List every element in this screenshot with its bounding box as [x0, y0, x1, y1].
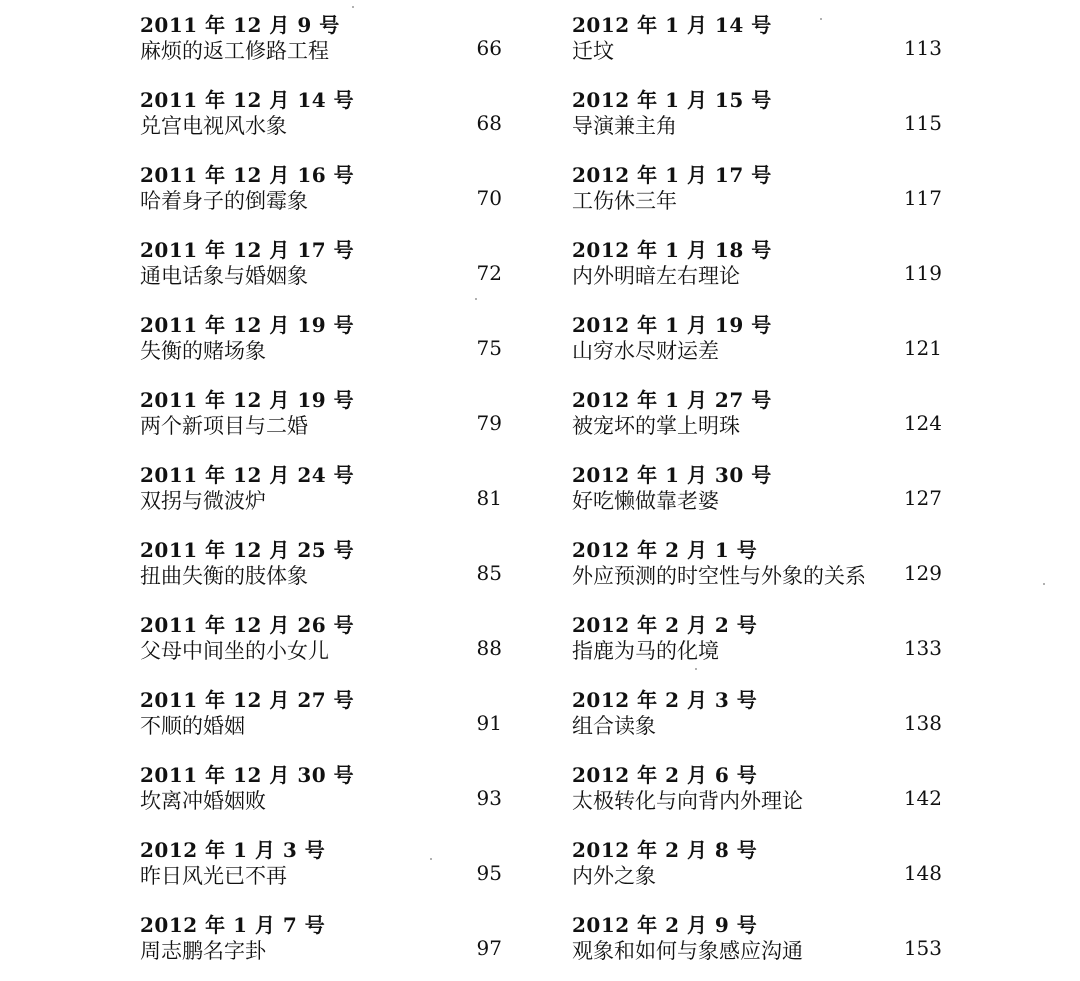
entry-date: 2012 年 1 月 3 号 — [140, 838, 326, 862]
scan-speck — [695, 668, 697, 670]
entry-date: 2011 年 12 月 19 号 — [140, 313, 355, 337]
entry-page-number: 117 — [903, 186, 942, 210]
entry-title: 指鹿为马的化境 — [572, 639, 719, 663]
entry-title: 坎离冲婚姻败 — [140, 789, 266, 813]
entry-date: 2011 年 12 月 9 号 — [140, 13, 340, 37]
entry-date: 2011 年 12 月 14 号 — [140, 88, 355, 112]
entry-page-number: 138 — [903, 711, 942, 735]
entry-date: 2012 年 1 月 7 号 — [140, 913, 326, 937]
toc-entry[interactable] — [572, 459, 952, 529]
entry-title: 迁坟 — [572, 39, 614, 63]
toc-entry[interactable] — [572, 684, 952, 754]
toc-entry[interactable] — [140, 759, 510, 829]
toc-entry[interactable] — [140, 84, 510, 154]
toc-entry[interactable] — [572, 84, 952, 154]
entry-title: 好吃懒做靠老婆 — [572, 489, 719, 513]
entry-page-number: 79 — [476, 411, 502, 435]
scan-speck — [352, 6, 354, 8]
entry-title: 内外之象 — [572, 864, 656, 888]
scan-speck — [475, 298, 477, 300]
toc-entry[interactable] — [572, 534, 952, 604]
entry-page-number: 121 — [903, 336, 942, 360]
entry-date: 2011 年 12 月 24 号 — [140, 463, 355, 487]
entry-date: 2011 年 12 月 17 号 — [140, 238, 355, 262]
entry-title: 工伤休三年 — [572, 189, 677, 213]
scan-speck — [1043, 583, 1045, 585]
entry-title: 扭曲失衡的肢体象 — [140, 564, 308, 588]
entry-title: 昨日风光已不再 — [140, 864, 287, 888]
toc-entry[interactable] — [140, 684, 510, 754]
entry-title: 外应预测的时空性与外象的关系 — [572, 564, 866, 588]
toc-entry[interactable] — [140, 909, 510, 979]
entry-page-number: 133 — [903, 636, 942, 660]
entry-date: 2012 年 1 月 14 号 — [572, 13, 772, 37]
entry-date: 2012 年 1 月 30 号 — [572, 463, 772, 487]
entry-date: 2012 年 1 月 19 号 — [572, 313, 772, 337]
entry-page-number: 97 — [476, 936, 502, 960]
entry-date: 2012 年 2 月 8 号 — [572, 838, 758, 862]
entry-date: 2011 年 12 月 30 号 — [140, 763, 355, 787]
toc-entry[interactable] — [140, 534, 510, 604]
entry-date: 2011 年 12 月 16 号 — [140, 163, 355, 187]
entry-page-number: 124 — [903, 411, 942, 435]
toc-entry[interactable] — [572, 609, 952, 679]
entry-title: 麻烦的返工修路工程 — [140, 39, 329, 63]
entry-date: 2012 年 1 月 17 号 — [572, 163, 772, 187]
entry-page-number: 129 — [903, 561, 942, 585]
toc-entry[interactable] — [140, 309, 510, 379]
entry-page-number: 148 — [903, 861, 942, 885]
entry-title: 兑宫电视风水象 — [140, 114, 287, 138]
entry-title: 导演兼主角 — [572, 114, 677, 138]
entry-title: 双拐与微波炉 — [140, 489, 266, 513]
toc-entry[interactable] — [140, 9, 510, 79]
entry-title: 哈着身子的倒霉象 — [140, 189, 308, 213]
entry-title: 通电话象与婚姻象 — [140, 264, 308, 288]
toc-entry[interactable] — [572, 834, 952, 904]
entry-title: 不顺的婚姻 — [140, 714, 245, 738]
entry-page-number: 91 — [476, 711, 502, 735]
scan-speck — [430, 858, 432, 860]
entry-date: 2012 年 1 月 27 号 — [572, 388, 772, 412]
toc-entry[interactable] — [140, 834, 510, 904]
entry-page-number: 142 — [903, 786, 942, 810]
entry-page-number: 85 — [476, 561, 502, 585]
entry-page-number: 68 — [476, 111, 502, 135]
scan-speck — [820, 18, 822, 20]
entry-title: 父母中间坐的小女儿 — [140, 639, 329, 663]
toc-entry[interactable] — [140, 234, 510, 304]
toc-entry[interactable] — [572, 909, 952, 979]
entry-page-number: 75 — [476, 336, 502, 360]
toc-entry[interactable] — [140, 459, 510, 529]
toc-entry[interactable] — [572, 384, 952, 454]
entry-date: 2011 年 12 月 26 号 — [140, 613, 355, 637]
entry-date: 2012 年 1 月 15 号 — [572, 88, 772, 112]
toc-entry[interactable] — [140, 384, 510, 454]
toc-entry[interactable] — [572, 159, 952, 229]
entry-page-number: 66 — [476, 36, 502, 60]
entry-title: 太极转化与向背内外理论 — [572, 789, 803, 813]
entry-date: 2011 年 12 月 27 号 — [140, 688, 355, 712]
entry-date: 2012 年 2 月 1 号 — [572, 538, 758, 562]
entry-date: 2012 年 2 月 2 号 — [572, 613, 758, 637]
toc-entry[interactable] — [572, 234, 952, 304]
entry-page-number: 113 — [903, 36, 942, 60]
entry-page-number: 81 — [476, 486, 502, 510]
entry-page-number: 95 — [476, 861, 502, 885]
entry-title: 观象和如何与象感应沟通 — [572, 939, 803, 963]
entry-date: 2011 年 12 月 25 号 — [140, 538, 355, 562]
entry-title: 内外明暗左右理论 — [572, 264, 740, 288]
entry-title: 失衡的赌场象 — [140, 339, 266, 363]
toc-entry[interactable] — [572, 309, 952, 379]
entry-page-number: 153 — [903, 936, 942, 960]
toc-entry[interactable] — [572, 9, 952, 79]
entry-date: 2012 年 2 月 3 号 — [572, 688, 758, 712]
entry-page-number: 93 — [476, 786, 502, 810]
entry-title: 周志鹏名字卦 — [140, 939, 266, 963]
entry-page-number: 127 — [903, 486, 942, 510]
entry-date: 2012 年 2 月 6 号 — [572, 763, 758, 787]
toc-entry[interactable] — [572, 759, 952, 829]
entry-date: 2012 年 1 月 18 号 — [572, 238, 772, 262]
entry-page-number: 88 — [476, 636, 502, 660]
entry-date: 2012 年 2 月 9 号 — [572, 913, 758, 937]
entry-page-number: 119 — [903, 261, 942, 285]
toc-entry[interactable] — [140, 609, 510, 679]
entry-page-number: 115 — [903, 111, 942, 135]
toc-entry[interactable] — [140, 159, 510, 229]
entry-page-number: 70 — [476, 186, 502, 210]
entry-title: 组合读象 — [572, 714, 656, 738]
entry-title: 两个新项目与二婚 — [140, 414, 308, 438]
entry-title: 山穷水尽财运差 — [572, 339, 719, 363]
entry-page-number: 72 — [476, 261, 502, 285]
entry-title: 被宠坏的掌上明珠 — [572, 414, 740, 438]
entry-date: 2011 年 12 月 19 号 — [140, 388, 355, 412]
